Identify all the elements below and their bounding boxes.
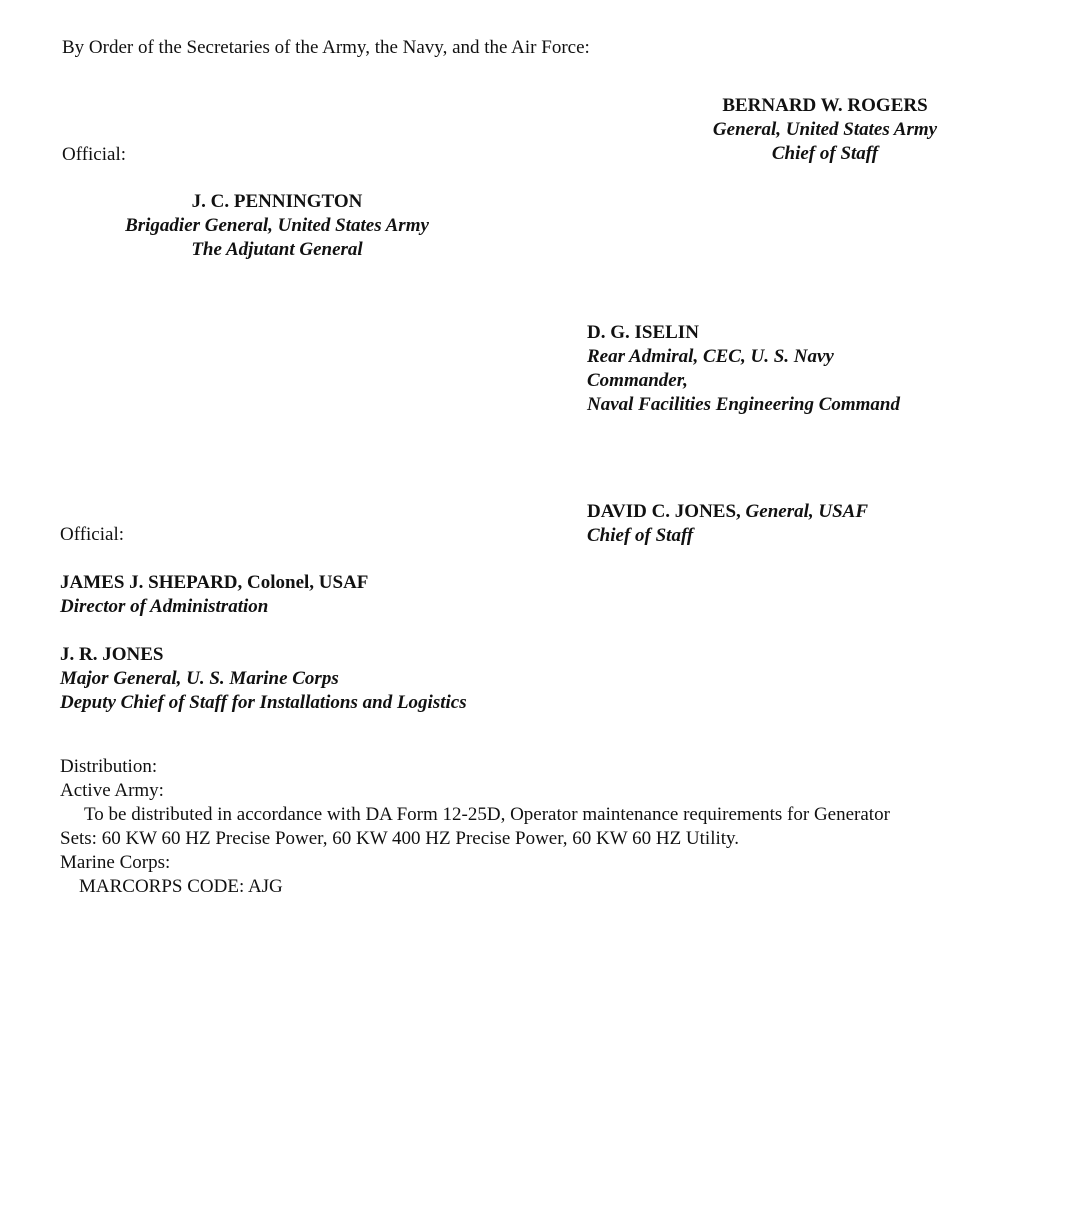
navy-title-3: Naval Facilities Engineering Command: [587, 394, 900, 415]
marine-title-2: Deputy Chief of Staff for Installations and Logistics: [60, 692, 467, 713]
marine-title-1: Major General, U. S. Marine Corps: [60, 668, 339, 689]
air-force-official-name: JAMES J. SHEPARD, Colonel, USAF: [60, 572, 369, 593]
air-force-chief-rank: General, USAF: [745, 501, 869, 522]
navy-name: D. G. ISELIN: [587, 322, 699, 343]
army-official-signature-block: [62, 190, 492, 262]
air-force-chief-name: DAVID C. JONES,: [587, 501, 741, 522]
air-force-chief-title: Chief of Staff: [587, 525, 694, 546]
active-army-line-1: To be distributed in accordance with DA Form 12-25D, Operator maintenance requirements for Generator: [84, 804, 890, 825]
army-chief-name: BERNARD W. ROGERS: [722, 95, 928, 116]
distribution-section: [60, 755, 890, 899]
marine-name: J. R. JONES: [60, 644, 164, 665]
air-force-chief-signature-block: [587, 500, 868, 548]
army-chief-signature-block: [660, 94, 990, 166]
air-force-official-label: Official:: [60, 524, 125, 545]
order-line: By Order of the Secretaries of the Army, the Navy, and the Air Force:: [62, 37, 590, 58]
marcorps-code: MARCORPS CODE: AJG: [79, 876, 283, 897]
active-army-label: Active Army:: [60, 780, 164, 801]
navy-signature-block: [587, 321, 900, 417]
army-official-title-1: Brigadier General, United States Army: [125, 215, 429, 236]
active-army-line-2: Sets: 60 KW 60 HZ Precise Power, 60 KW 400 HZ Precise Power, 60 KW 60 HZ Utility.: [60, 828, 740, 849]
army-chief-title-2: Chief of Staff: [771, 143, 879, 164]
marine-corps-label: Marine Corps:: [60, 852, 171, 873]
navy-title-2: Commander,: [587, 370, 688, 391]
air-force-official-signature-block: [60, 571, 368, 619]
navy-title-1: Rear Admiral, CEC, U. S. Navy: [587, 346, 834, 367]
marine-corps-signature-block: [60, 643, 467, 715]
air-force-official-title: Director of Administration: [60, 596, 269, 617]
army-official-label: Official:: [62, 144, 127, 165]
army-official-title-2: The Adjutant General: [191, 239, 363, 260]
army-chief-title-1: General, United States Army: [712, 119, 938, 140]
air-force-chief-line: [587, 500, 868, 524]
distribution-label: Distribution:: [60, 756, 158, 777]
army-official-name: J. C. PENNINGTON: [191, 191, 363, 212]
